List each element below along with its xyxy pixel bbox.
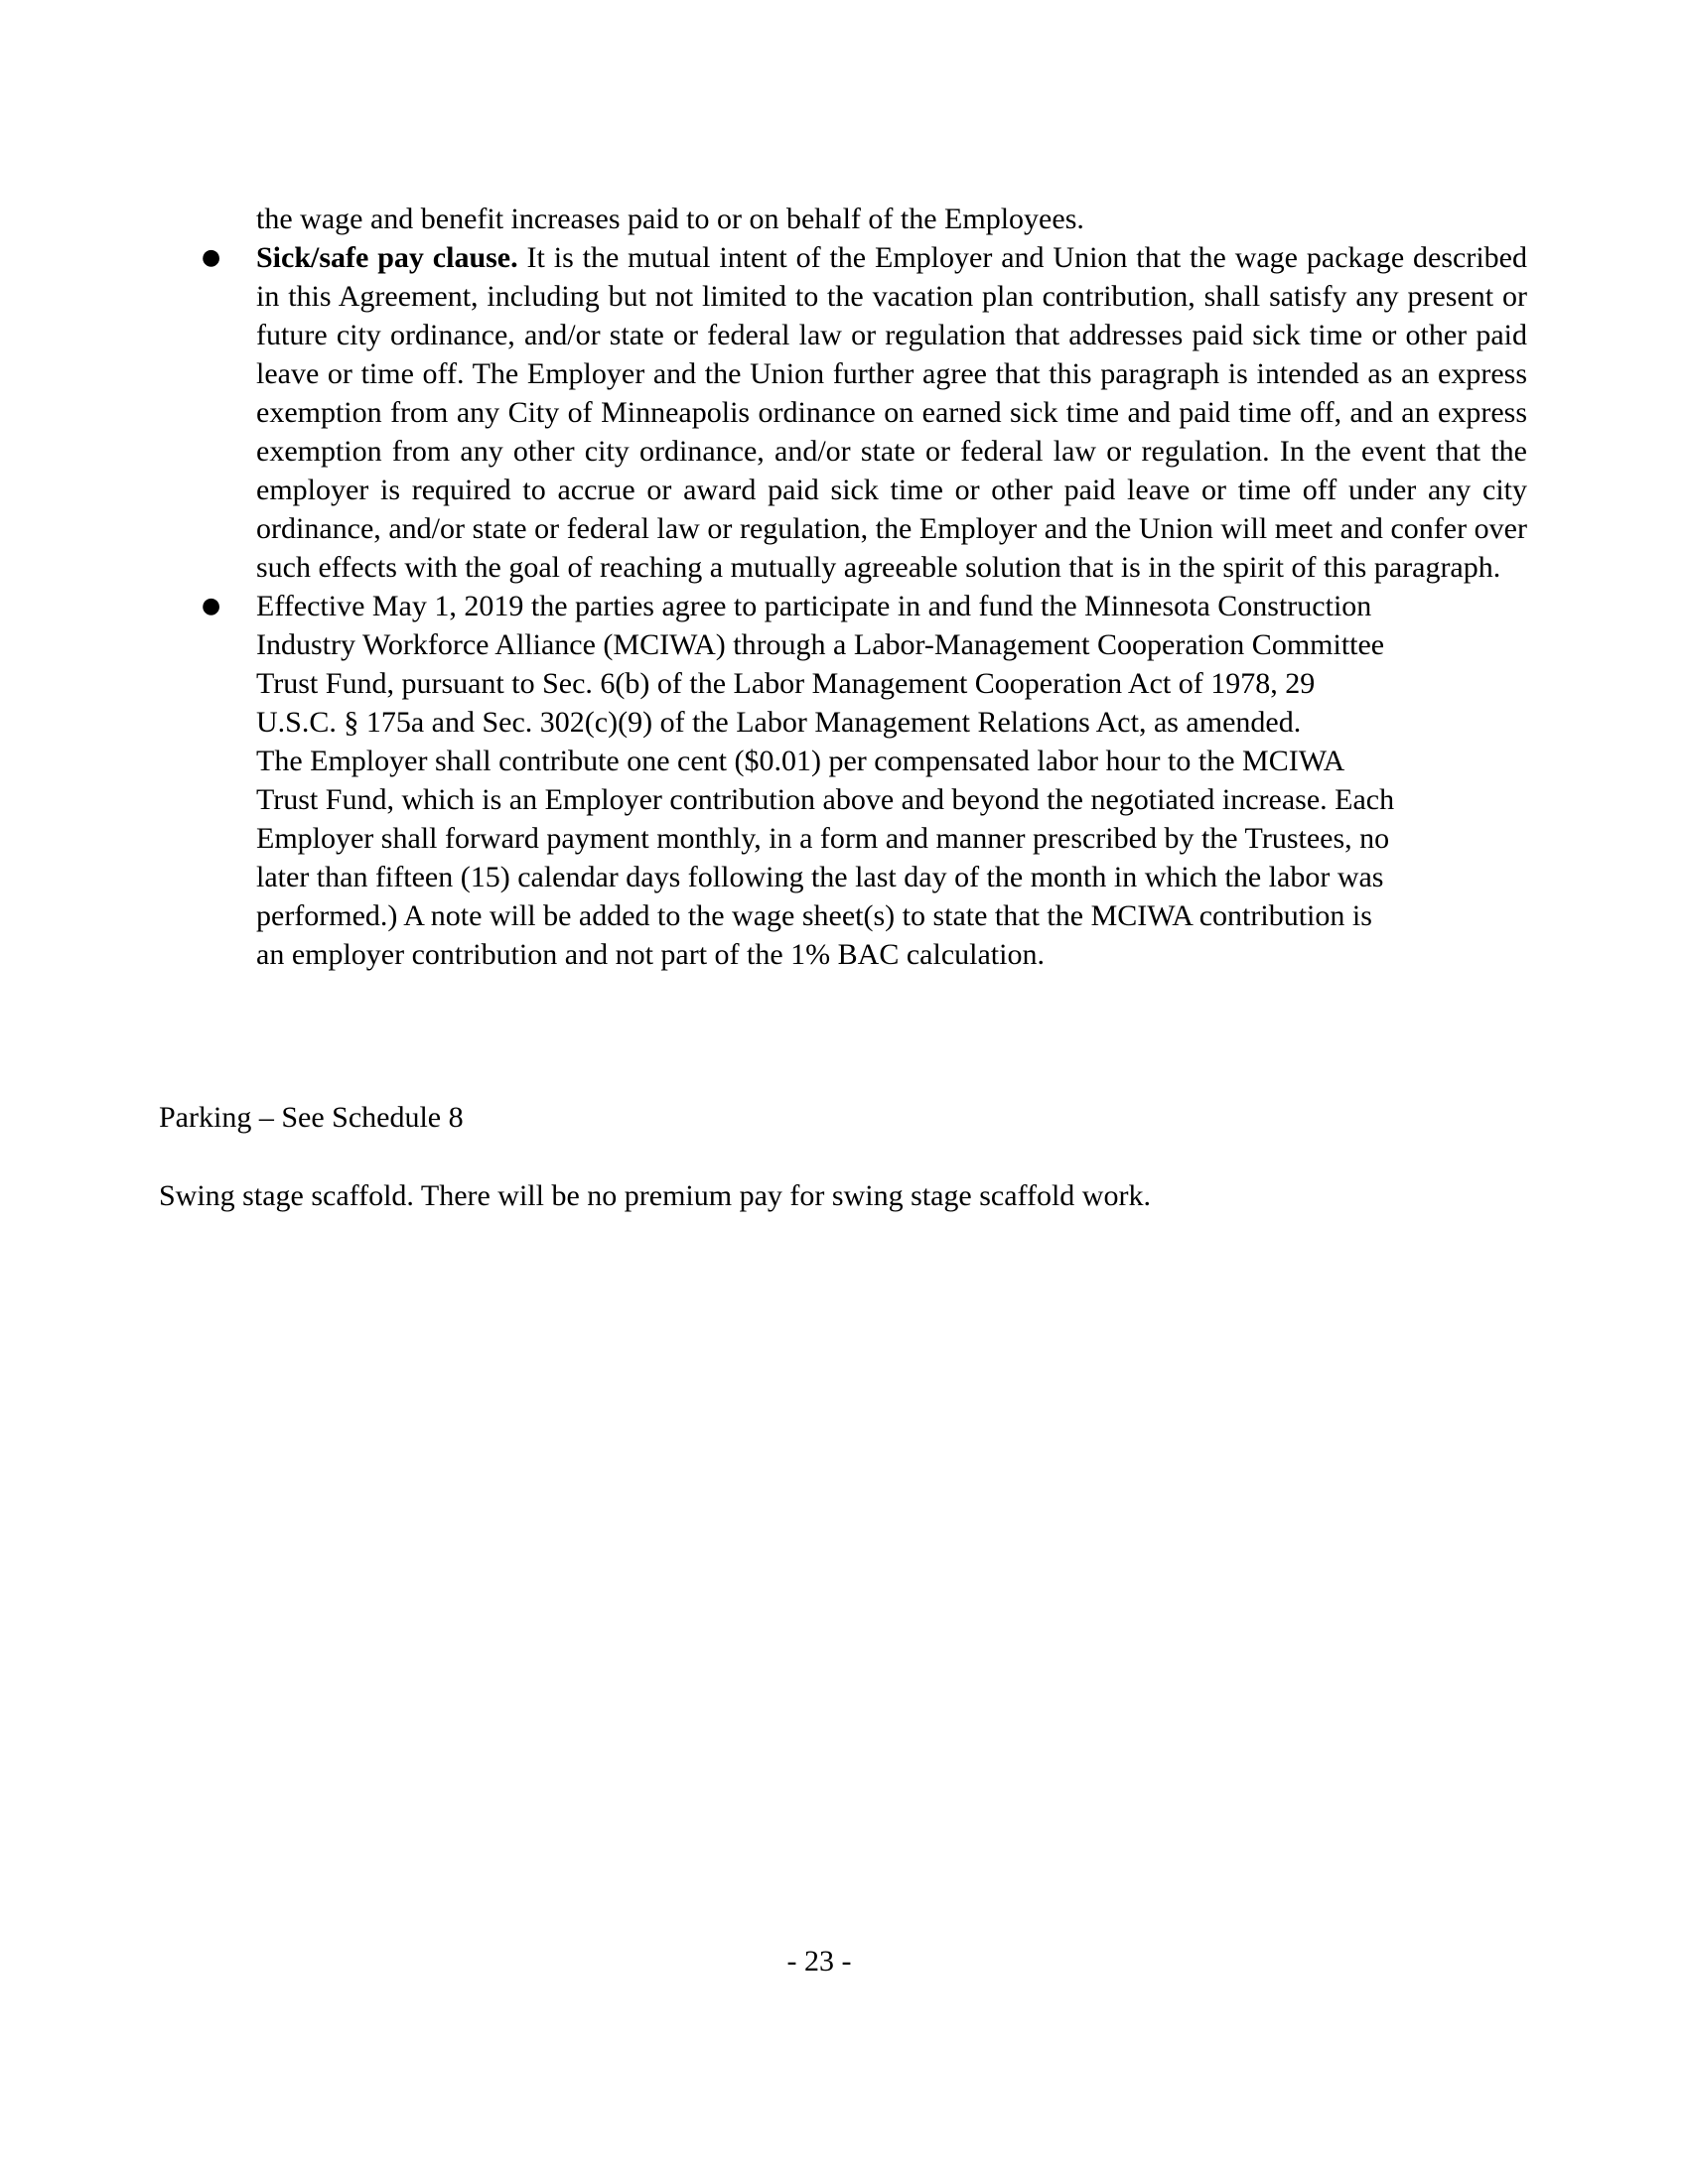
sick-safe-pay-text: It is the mutual intent of the Employer and Union that the wage package described in this Agreement, including but not limited to the vacation plan contribution, shall satisfy any present or future city ordinance, and/or state or federal law or regulation that addresses paid sick time or other paid leave or time off. The Employer and the Union further agree that this paragraph is intended as an express exemption from any City of Minneapolis ordinance on earned sick time and paid time off, and an express exemption from any other city ordinance, and/or state or federal law or regulation. In the event that the employer is required to accrue or award paid sick time or other paid leave or time off under any city ordinance, and/or state or federal law or regulation, the Employer and the Union will meet and confer over such effects with the goal of reaching a mutually agreeable solution that is in the spirit of this paragraph. [256, 241, 1527, 584]
continuation-text: the wage and benefit increases paid to or on behalf of the Employees. [256, 203, 1084, 235]
bullet-list [202, 238, 1527, 974]
sick-safe-pay-heading: Sick/safe pay clause. [256, 241, 518, 274]
mciwa-line: The Employer shall contribute one cent ($0.01) per compensated labor hour to the MCIWA [256, 745, 1345, 777]
mciwa-line: Effective May 1, 2019 the parties agree to participate in and fund the Minnesota Construction [256, 590, 1372, 622]
mciwa-line: Industry Workforce Alliance (MCIWA) through a Labor-Management Cooperation Committee [256, 628, 1385, 661]
mciwa-line: Employer shall forward payment monthly, in a form and manner prescribed by the Trustees, no [256, 822, 1390, 855]
sick-safe-pay-paragraph [256, 238, 1527, 587]
mciwa-line: Trust Fund, which is an Employer contribution above and beyond the negotiated increase. Each [256, 783, 1395, 816]
bullet-item-sick-safe-pay [202, 238, 1527, 587]
mciwa-line: performed.) A note will be added to the wage sheet(s) to state that the MCIWA contribution is [256, 899, 1372, 932]
mciwa-line: U.S.C. § 175a and Sec. 302(c)(9) of the Labor Management Relations Act, as amended. [256, 706, 1302, 739]
mciwa-line: later than fifteen (15) calendar days following the last day of the month in which the labor was [256, 861, 1384, 893]
page-number: - 23 - [786, 1945, 852, 1978]
swing-stage-text: Swing stage scaffold. There will be no premium pay for swing stage scaffold work. [159, 1179, 1151, 1212]
parking-text: Parking – See Schedule 8 [159, 1101, 464, 1134]
bullet-item-mciwa [202, 587, 1527, 974]
mciwa-line: an employer contribution and not part of the 1% BAC calculation. [256, 938, 1045, 971]
bullet-icon: ● [202, 594, 221, 618]
mciwa-line: Trust Fund, pursuant to Sec. 6(b) of the Labor Management Cooperation Act of 1978, 29 [256, 667, 1316, 700]
bullet-icon: ● [202, 245, 221, 270]
mciwa-paragraph [256, 587, 1527, 974]
